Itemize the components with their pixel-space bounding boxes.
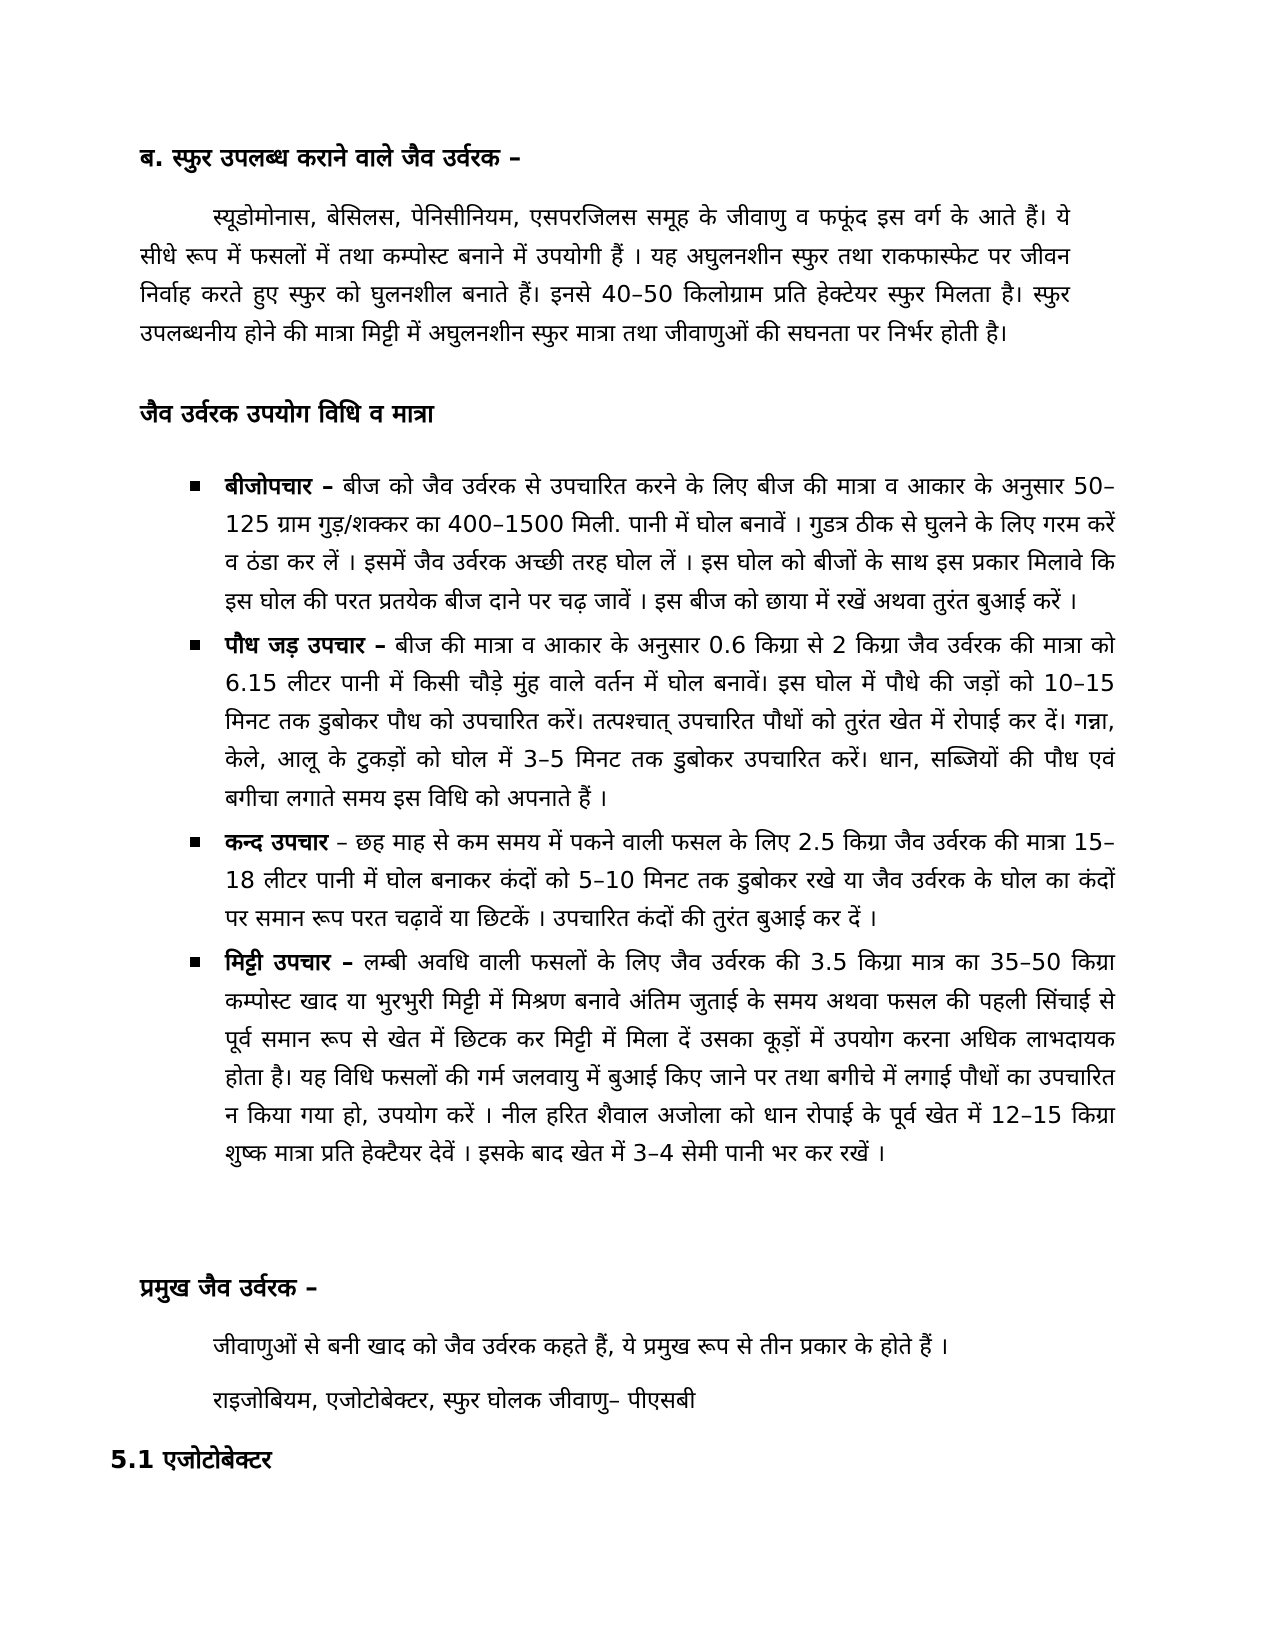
square-bullet-icon [190, 640, 200, 650]
list-item [190, 467, 1115, 620]
main-biofertilizers-types: राइजोबियम, एजोटोबेक्टर, स्फुर घोलक जीवाणु– पीएसबी [213, 1386, 696, 1414]
phosphorus-biofertilizer-paragraph: स्यूडोमोनास, बेसिलस, पेनिसीनियम, एसपरजिलस समूह के जीवाणु व फफूंद इस वर्ग के आते हैं। ये सीधे रूप में फसलों में तथा कम्पोस्ट बनाने में उपयोगी हैं । यह अघुलनशीन स्फुर तथा राकफास्फेट पर जीवन निर्वाह करते हुए स्फुर को घुलनशील बनाते हैं। इनसे 40–50 किलोग्राम प्रति हेक्टेयर स्फुर मिलता है। स्फुर उपलब्धनीय होने की मात्रा मिट्टी में अघुलनशीन स्फुर मात्रा तथा जीवाणुओं की सघनता पर निर्भर होती है। [140, 203, 1070, 347]
usage-method-list [190, 467, 1115, 1179]
phosphorus-biofertilizer-heading: ब. स्फुर उपलब्ध कराने वाले जैव उर्वरक – [140, 143, 522, 172]
list-item-term: पौध जड़ उपचार – [225, 630, 387, 659]
list-item-text: – छह माह से कम समय में पकने वाली फसल के लिए 2.5 किग्रा जैव उर्वरक की मात्रा 15–18 लीटर पानी में घोल बनाकर कंदों को 5–10 मिनट तक डुबोकर रखे या जैव उर्वरक के घोल का कंदों पर समान रूप परत चढ़ावें या छिटकें । उपचारित कंदों की तुरंत बुआई कर दें । [225, 827, 1115, 933]
list-item [190, 823, 1115, 938]
list-item-text: लम्बी अवधि वाली फसलों के लिए जैव उर्वरक की 3.5 किग्रा मात्र का 35–50 किग्रा कम्पोस्ट खाद या भुरभुरी मिट्टी में मिश्रण बनावे अंतिम जुताई के समय अथवा फसल की पहली सिंचाई से पूर्व समान रूप से खेत में छिटक कर मिट्टी में मिला दें उसका कूड़ों में उपयोग करना अधिक लाभदायक होता है। यह विधि फसलों की गर्म जलवायु में बुआई किए जाने पर तथा बगीचे में लगाई पौधों का उपचारित न किया गया हो, उपयोग करें । नील हरित शैवाल अजोला को धान रोपाई के पूर्व खेत में 12–15 किग्रा शुष्क मात्रा प्रति हेक्टैयर देवें । इसके बाद खेत में 3–4 सेमी पानी भर कर रखें । [225, 948, 1115, 1168]
list-item-text: बीज की मात्रा व आकार के अनुसार 0.6 किग्रा से 2 किग्रा जैव उर्वरक की मात्रा को 6.15 लीटर पानी में किसी चौड़े मुंह वाले वर्तन में घोल बनावें। इस घोल में पौधे की जड़ों को 10–15 मिनट तक डुबोकर पौध को उपचारित करें। तत्पश्चात् उपचारित पौधों को तुरंत खेत में रोपाई कर दें। गन्ना, केले, आलू के टुकड़ों को घोल में 3–5 मिनट तक डुबोकर उपचारित करें। धान, सब्जियों की पौध एवं बगीचा लगाते समय इस विधि को अपनाते हैं । [225, 630, 1115, 812]
list-item-term: कन्द उपचार [225, 827, 329, 856]
list-item [190, 626, 1115, 817]
square-bullet-icon [190, 837, 200, 847]
square-bullet-icon [190, 957, 200, 967]
list-item-term: मिट्टी उपचार – [225, 948, 354, 977]
list-item [190, 943, 1115, 1172]
list-item-text: बीज को जैव उर्वरक से उपचारित करने के लिए बीज की मात्रा व आकार के अनुसार 50–125 ग्राम गुड़/शक्कर का 400–1500 मिली. पानी में घोल बनावें । गुडत्र ठीक से घुलने के लिए गरम करें व ठंडा कर लें । इसमें जैव उर्वरक अच्छी तरह घोल लें । इस घोल को बीजों के साथ इस प्रकार मिलावे कि इस घोल की परत प्रतयेक बीज दाने पर चढ़ जावें । इस बीज को छाया में रखें अथवा तुरंत बुआई करें । [225, 472, 1115, 615]
usage-method-heading: जैव उर्वरक उपयोग विधि व मात्रा [140, 399, 434, 428]
azotobacter-section-heading: 5.1 एजोटोबेक्टर [110, 1445, 272, 1474]
square-bullet-icon [190, 481, 200, 491]
list-item-term: बीजोपचार – [225, 472, 334, 500]
main-biofertilizers-heading: प्रमुख जैव उर्वरक – [140, 1273, 318, 1302]
main-biofertilizers-paragraph: जीवाणुओं से बनी खाद को जैव उर्वरक कहते हैं, ये प्रमुख रूप से तीन प्रकार के होते हैं । [213, 1332, 949, 1360]
